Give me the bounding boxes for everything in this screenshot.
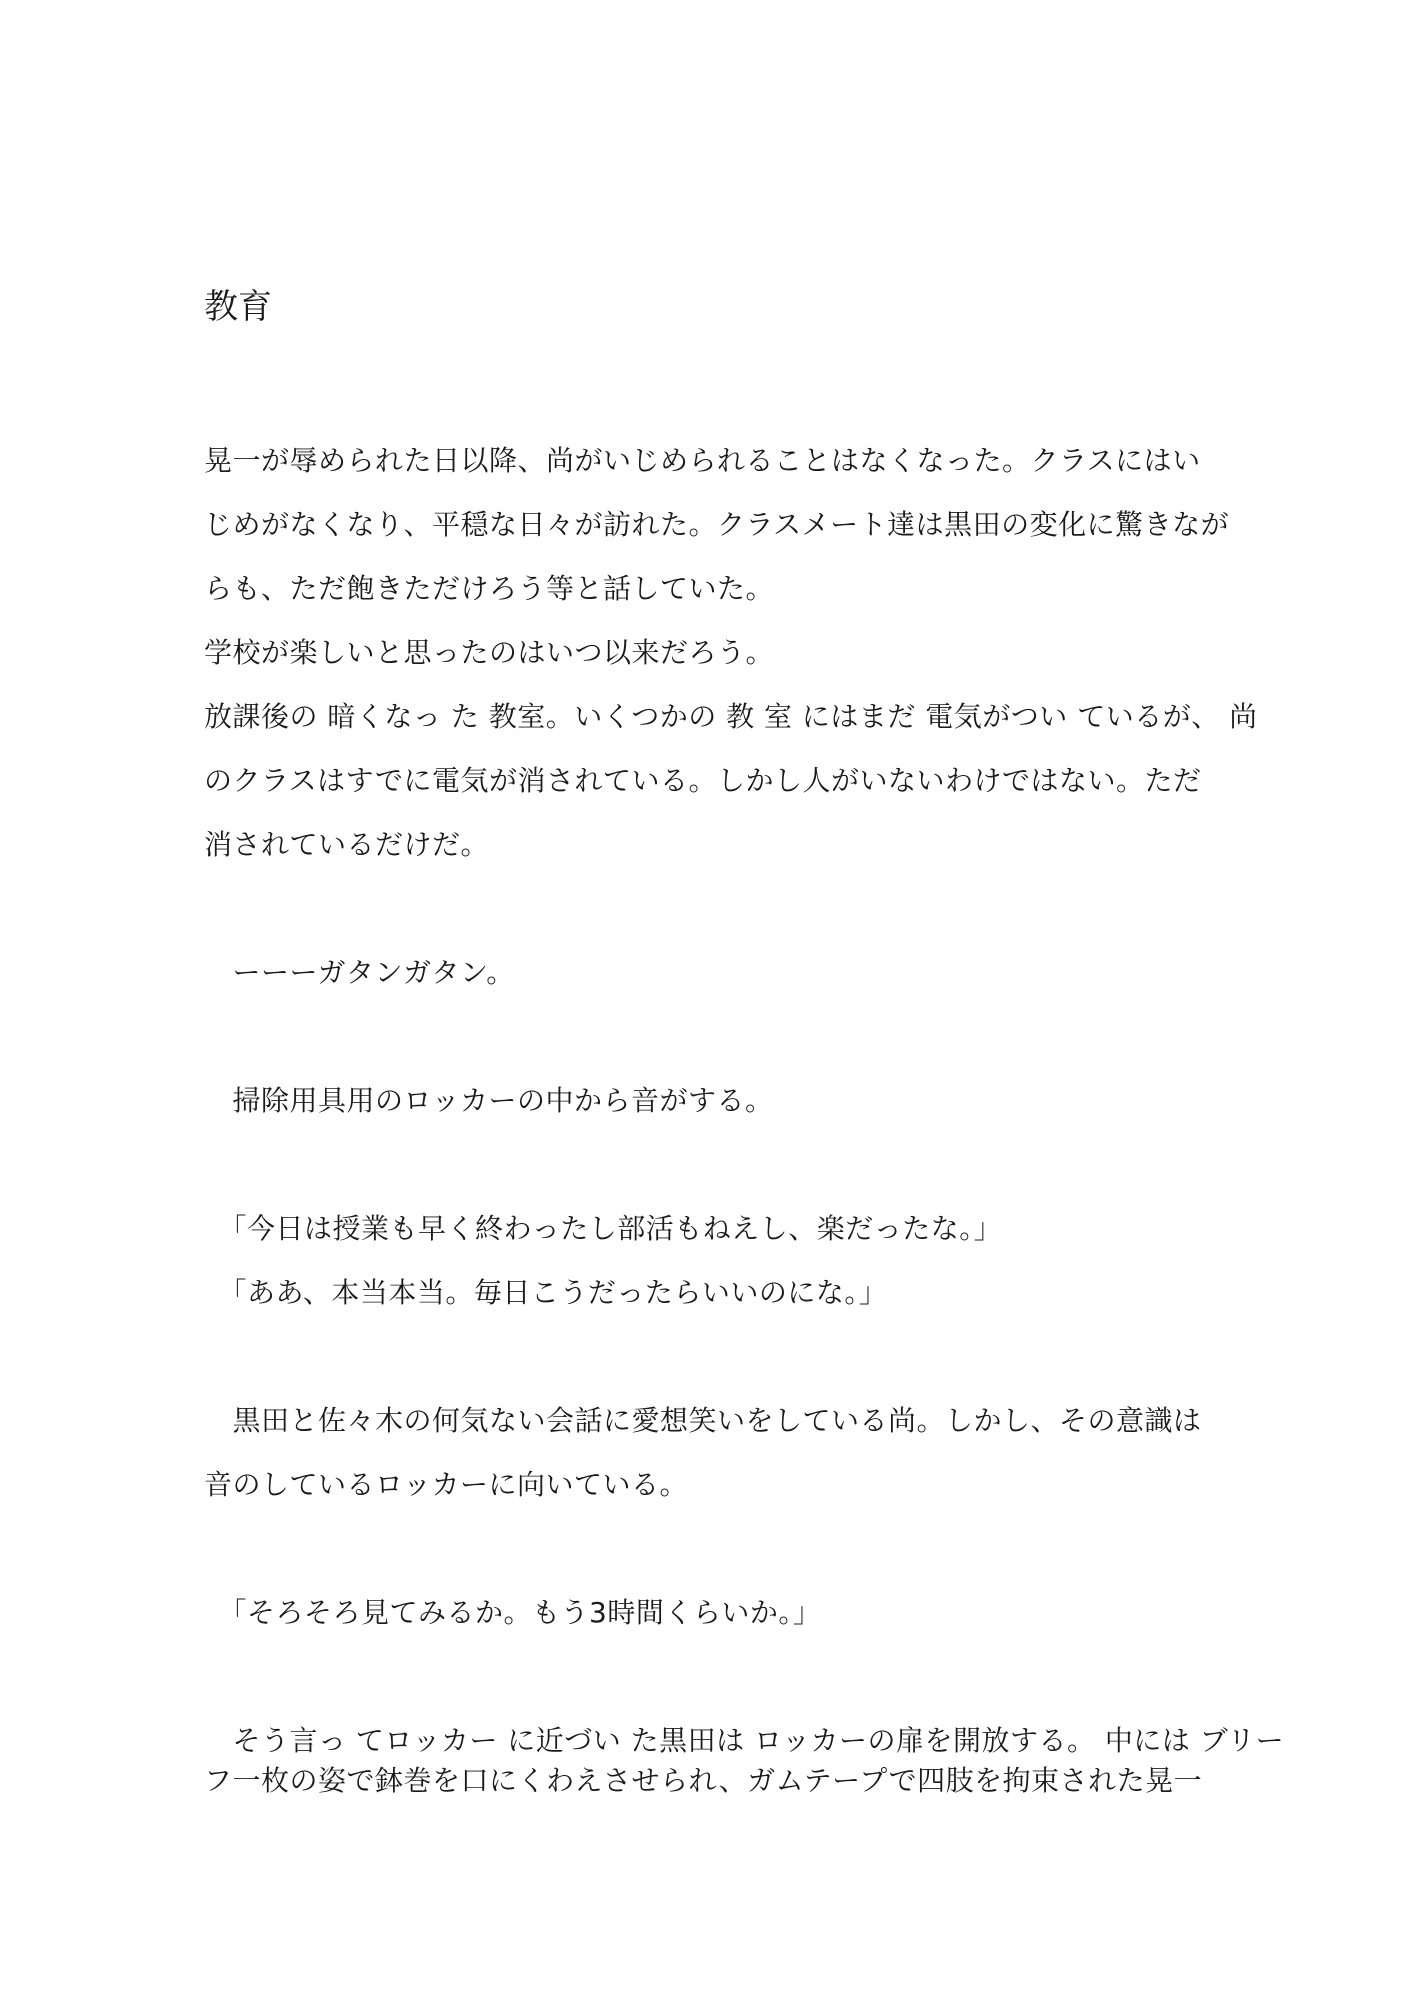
text-line: フ一枚の姿で鉢巻を口にくわえさせられ、ガムテープで四肢を拘束された晃一: [204, 1764, 1203, 1797]
text-line: 黒田と佐々木の何気ない会話に愛想笑いをしている尚。しかし、その意識は: [204, 1404, 1202, 1437]
text-line: 放課後の 暗くなっ た 教室。いくつかの 教 室 にはまだ 電気がつい ているが、 尚: [204, 700, 1258, 733]
text-line: ーーーガタンガタン。: [204, 956, 515, 989]
text-line: 音のしているロッカーに向いている。: [204, 1468, 688, 1501]
text-line: 晃一が辱められた日以降、尚がいじめられることはなくなった。クラスにはい: [204, 444, 1201, 477]
text-line: 掃除用具用のロッカーの中から音がする。: [204, 1084, 774, 1117]
document-title: 教育: [204, 287, 272, 327]
text-line: のクラスはすでに電気が消されている。しかし人がいないわけではない。ただ: [204, 764, 1202, 797]
text-line: 学校が楽しいと思ったのはいつ以来だろう。: [204, 636, 775, 669]
text-line: じめがなくなり、平穏な日々が訪れた。クラスメート達は黒田の変化に驚きなが: [204, 508, 1230, 541]
dialogue-line: 「ああ、本当本当。毎日こうだったらいいのにな。」: [204, 1276, 888, 1309]
text-line: そう言っ てロッカー に近づい た黒田は ロッカーの扉を開放する。 中には ブリー: [204, 1724, 1285, 1757]
dialogue-line: 「そろそろ見てみるか。もう3時間くらいか。」: [204, 1596, 822, 1629]
text-line: 消されているだけだ。: [204, 828, 490, 861]
text-line: らも、ただ飽きただけろう等と話していた。: [204, 572, 775, 605]
dialogue-line: 「今日は授業も早く終わったし部活もねえし、楽だったな。」: [204, 1212, 1003, 1245]
